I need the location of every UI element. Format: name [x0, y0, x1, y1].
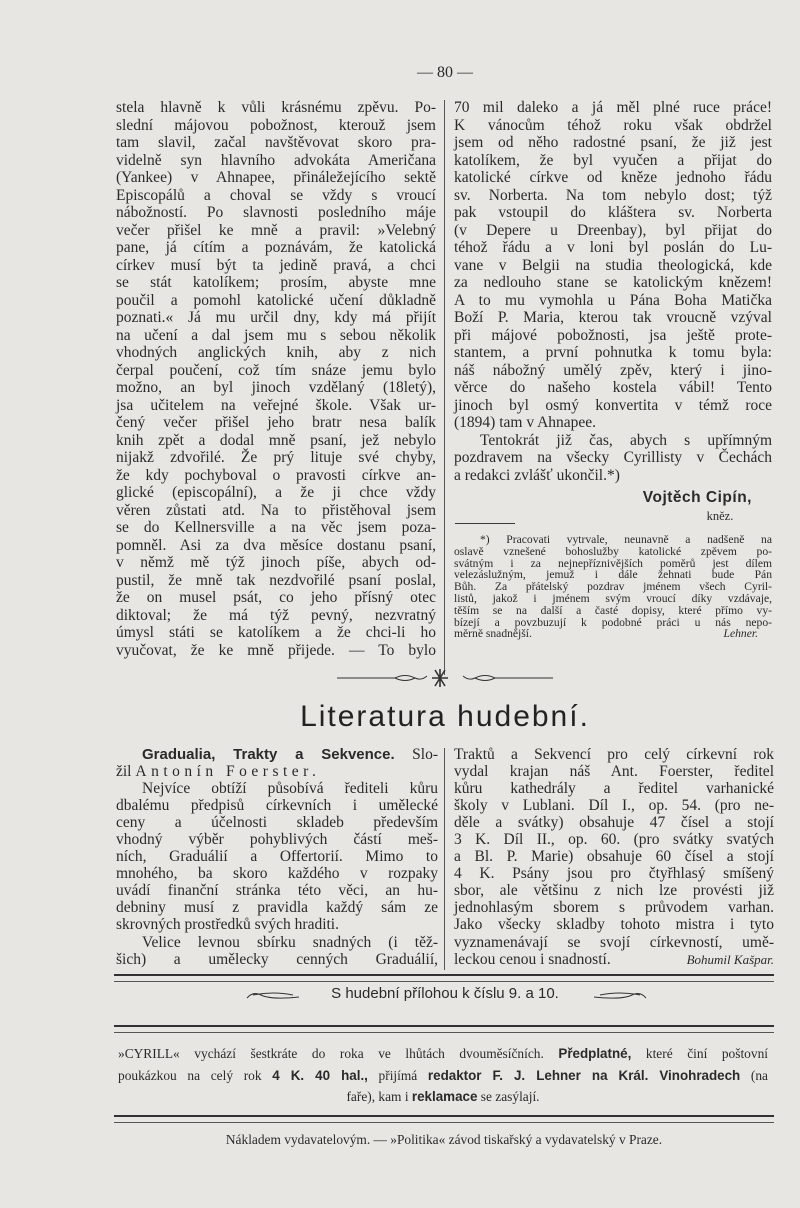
text-line: čerpal poučení, což tím snáze jemu bylo [116, 361, 436, 379]
text-line: vhodný výběr pohyblivých částí meš- [116, 831, 438, 849]
supplement-note: S hudební přílohou k číslu 9. a 10. [331, 985, 559, 1002]
info-bold: reklamace [411, 1089, 478, 1104]
section-heading: Literatura hudební. [300, 700, 590, 733]
text-line: a redakci zvlášť ukončil.*) [454, 466, 620, 484]
footnote-last-line [454, 628, 772, 640]
signature-name: Vojtěch Cipín, [642, 489, 752, 506]
text-line: čený večer přišel jeho bratr nesa balík [116, 414, 436, 431]
review-title-cont: Slo- [394, 746, 438, 763]
publication-info [118, 1043, 768, 1108]
info-text: se zasýlají. [477, 1089, 540, 1104]
flourish-right-icon [592, 990, 648, 1002]
text-line: Tentokrát již čas, abych s upřímným [480, 431, 772, 449]
text-line: večer přišel ke mně a pravil: »Velebný [116, 221, 436, 239]
text-line: věren zůstati atd. Na to přistěhoval jsem [116, 501, 436, 519]
text-line: 70 mil daleko a já měl plné ruce práce! [454, 99, 772, 116]
info-bold: 4 K. 40 hal., [272, 1067, 368, 1083]
text-line: děle a svátky) obsahuje 47 čísel a stojí [454, 814, 774, 832]
author-prefix: žil [116, 763, 132, 781]
double-rule [114, 1025, 774, 1033]
text-line: pomněl. Asi za dva měsíce dostanu psaní, [116, 536, 436, 554]
text-line: poučil a pomohl katolické učení důkladně [116, 291, 436, 309]
footnote-rule [455, 523, 515, 524]
text-line: debniny musí z pravidla každý sám ze [116, 899, 438, 917]
text-line: bízejí a povzbuzují k podobné práci u nás nepo- [454, 615, 772, 629]
text-line: Nejvíce obtíží působívá řediteli kůru [142, 780, 438, 798]
imprint: Nákladem vydavatelovým. — »Politika« závod tiskařský a vydavatelský v Praze. [225, 1132, 663, 1147]
text-line: poznati.« Já mu určil dny, kdy má přijít [116, 309, 436, 326]
text-line: oslavě vznešené bohoslužby katolické zpěvem po- [454, 544, 772, 558]
text-line: těším se na další a časté dopisy, které přímo vy- [454, 603, 772, 617]
text-line: pozdravem na všecky Cyrillisty v Čechách [454, 449, 772, 466]
text-line: vhodných anglických knih, aby z nich [116, 344, 436, 361]
author-name: Antonín Foerster. [135, 763, 321, 781]
double-rule [114, 974, 774, 982]
text-line: sbor, ale většinu z nich lze provésti již [454, 882, 774, 900]
column-divider [444, 100, 445, 675]
text-line: téhož řádu a v loni byl poslán do Lu- [454, 239, 772, 256]
review-left-lines [116, 780, 438, 968]
text-line: nijakž zdvořilé. Že prý lituje své chyby, [116, 449, 436, 466]
info-line [118, 1043, 768, 1065]
text-line: videlně syn hlavního advokáta Američana [116, 151, 436, 169]
text-line: nábožností. Po slavnosti posledního máje [116, 204, 436, 221]
text-line: šich) a umělecky cenných Graduálií, [116, 950, 438, 968]
text-line: dbalému předpisů církevních i umělecké [116, 797, 438, 815]
text-line: sv. Norberta. Na tom nebylo dost; týž [454, 186, 772, 204]
text-line: slední májovou pobožnost, kterouž jsem [116, 116, 436, 134]
text-line: Episcopálů a choval se vždy s vroucí [116, 186, 436, 204]
text-line: na učení a dal jsem mu s sebou několik [116, 326, 436, 344]
text-line: ních, Graduálií a Offertorií. Mimo to [116, 848, 438, 866]
page-number: — 80 — [417, 64, 473, 81]
text-line: možno, an byl jinoch vzdělaný (18letý), [116, 379, 436, 396]
text-line: Traktů a Sekvencí pro celý církevní rok [454, 746, 774, 763]
review-author-line [116, 763, 438, 780]
info-text: »CYRILL« vychází šestkráte do roka ve lhůtách dvouměsíčních. [118, 1046, 559, 1061]
text-line: Jako všecky skladby tohoto mistra i tyto [454, 916, 774, 934]
text-line: se do Kellnersville a na věc jsem poza- [116, 519, 436, 536]
info-text: přijímá [367, 1067, 428, 1083]
text-line: 3 K. Díl II., op. 60. (pro svátky svatých [454, 831, 774, 849]
reviewer: Bohumil Kašpar. [686, 951, 774, 967]
review-title-line [116, 746, 438, 763]
ornament-divider-icon [335, 668, 555, 688]
info-bold: redaktor F. J. Lehner na Král. Vinohradech [427, 1067, 741, 1083]
text-line: církev musí být ta jedině pravá, a chci [116, 256, 436, 274]
literature-left-column [116, 746, 438, 968]
text-line: pak vstoupil do kláštera sv. Norberta [454, 204, 772, 221]
text-line: vane v Belgii na studia theologická, kde [454, 256, 772, 274]
text-line: jsa učitelem na veřejné škole. Však ur- [116, 396, 436, 414]
review-right-lines [454, 746, 774, 951]
footnote-text: měrně snadnější. [454, 627, 532, 641]
text-line: katolíkem, že byl vyučen a přijat do [454, 151, 772, 169]
text-line: skrovných prostředků svých hraditi. [116, 916, 339, 934]
footnote-lines [454, 534, 772, 628]
footnote-signature: Lehner. [723, 627, 758, 641]
text-line: mnohého, ba skoro každého v rozpaky [116, 865, 438, 883]
text-line: (1894) tam v Ahnapee. [454, 414, 597, 431]
info-line [118, 1065, 768, 1087]
text-line: A to mu vymohla u Pána Boha Matička [454, 291, 772, 309]
text-line: že kdy pochyboval o pravosti církve an- [116, 466, 436, 484]
text-line: knih zpět a dodal mně psaní, jež nebylo [116, 431, 436, 449]
text-line: glické (episcopální), a že ji chce vždy [116, 484, 436, 501]
info-line [118, 1086, 768, 1108]
text-line: úmysl státi se katolíkem a že chci-li ho [116, 624, 436, 641]
text-line: ceny a účelnosti skladeb především [116, 814, 438, 832]
text-line: se stát katolíkem; prosím, abyste mne [116, 274, 436, 291]
flourish-left-icon [245, 990, 301, 1002]
text-line: tam slavil, začal navštěvovat skoro pra- [116, 134, 436, 151]
text-line: diktoval; že má týž pevný, nezvratný [116, 606, 436, 624]
text-line: Velice levnou sbírku snadných (i těž- [142, 933, 438, 951]
text-line: vyznamenávají se svojí církevností, umě- [454, 933, 774, 951]
text-line: školy v Lublani. Díl I., op. 54. (pro ne- [454, 797, 774, 815]
text-line: náš nábožný umělý zpěv, který i jino- [454, 361, 772, 379]
text-line: v němž mě týž jinoch píše, abych od- [116, 554, 436, 571]
info-text: které činí poštovní [631, 1046, 768, 1061]
text-line: katolické církve od kněze jednoho řádu [454, 169, 772, 186]
letter-left-column [116, 99, 436, 659]
text-line: pustil, že mně tak nezdvořilé psaní poslal, [116, 571, 436, 589]
info-text: poukázkou na celý rok [118, 1067, 273, 1083]
text-line: věrce do našeho kostela vábil! Tento [454, 379, 772, 396]
review-last-text: leckou cenou i snadností. [454, 950, 611, 968]
text-line: Bůh. Za přátelský pozdrav jménem všech Cyril- [454, 580, 772, 594]
text-line: jednohlasým sborem s průvodem varhan. [454, 899, 774, 917]
text-line: stela hlavně k vůli krásnému zpěvu. Po- [116, 99, 436, 116]
text-line: jsem od něho radostné psaní, že již jest [454, 134, 772, 151]
info-text: (na [740, 1067, 769, 1083]
review-last-line [454, 951, 774, 968]
info-text: faře), kam i [346, 1089, 412, 1104]
text-line: Boží P. Maria, kterou tak vroucně vzýval [454, 309, 772, 326]
double-rule [114, 1115, 774, 1123]
signature-title: kněz. [706, 509, 734, 523]
column-divider [444, 748, 445, 970]
text-line: vydal krajan náš Ant. Foerster, ředitel [454, 763, 774, 781]
text-line: *) Pracovati vytrvale, neunavně a nadšeně na [480, 533, 772, 546]
text-line: při májové pobožnosti, jsa ještě prote- [454, 326, 772, 344]
text-line: vyučovat, že ke mně přijede. — To bylo [116, 641, 436, 659]
review-title: Gradualia, Trakty a Sekvence. [142, 746, 395, 763]
text-line: listů, jakož i jménem svým vroucí díky vzdávaje, [454, 591, 772, 605]
info-bold: Předplatné, [558, 1046, 632, 1061]
text-line: (v Depere u Dreenbay), byl přijat do [454, 221, 772, 239]
text-line: pane, já cítím a poznávám, že katolická [116, 239, 436, 256]
footnote [454, 534, 772, 640]
text-line: velezáslužným, jemuž i dále žehnati bude Pán [454, 568, 772, 582]
text-line: svátným i za nejnepříznivějších poměrů jest dílem [454, 556, 772, 570]
text-line: kůru kathedrály a ředitel varhanické [454, 780, 774, 798]
literature-right-column [454, 746, 774, 968]
text-line: K vánocům téhož roku však obdržel [454, 116, 772, 134]
text-line: jinoch byl osmý konvertita v témž roce [454, 396, 772, 414]
text-line: 4 K. Psány jsou pro čtyřhlasý smíšený [454, 865, 774, 883]
text-line: a Bl. P. Marie) obsahuje 60 čísel a stojí [454, 848, 774, 866]
text-line: (Yankee) v Ahnapee, přináležejícího sektě [116, 169, 436, 186]
letter-right-column [454, 99, 772, 484]
text-line: že on musel psát, co jeho přísný otec [116, 589, 436, 606]
text-line: za nedlouho stane se katolickým knězem! [454, 274, 772, 291]
text-line: stantem, a první pohnutka k tomu byla: [454, 344, 772, 361]
text-line: uvádí finanční stránka této věci, an hu- [116, 882, 438, 900]
